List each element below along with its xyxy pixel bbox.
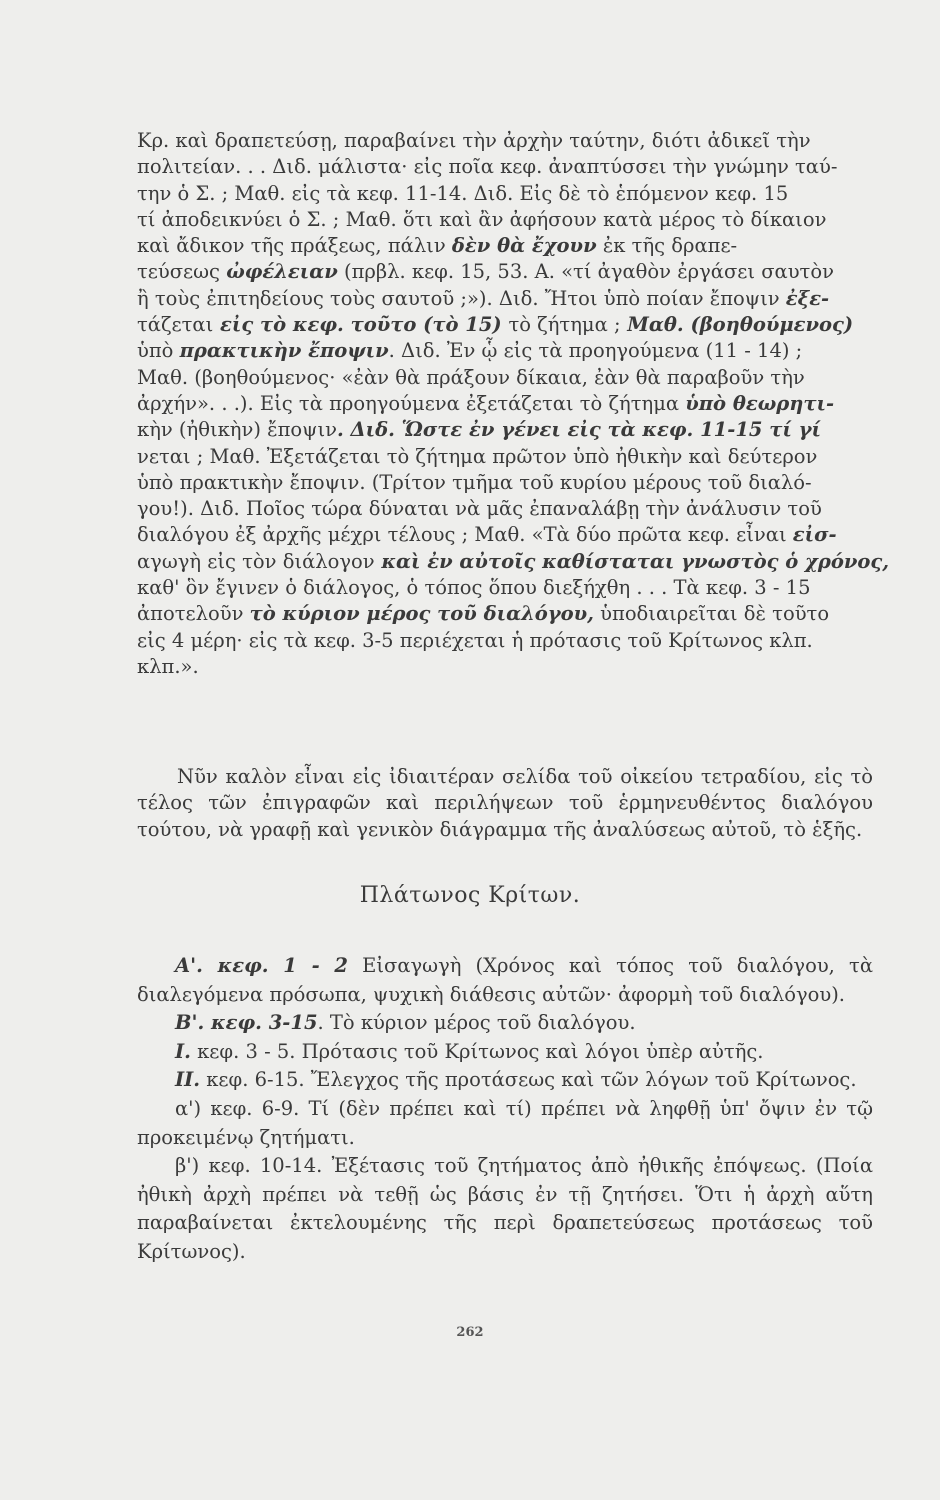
outline-list [137, 952, 873, 1267]
body-text: κὴν (ἠθικὴν) ἔποψιν [137, 418, 337, 442]
text-line [137, 365, 873, 391]
text-line [137, 444, 873, 470]
dialogue-paragraph [137, 128, 890, 680]
emphasis-text: δὲν θὰ ἔχουν [451, 234, 597, 258]
outline-text: κεφ. 3 - 5. Πρότασις τοῦ Κρίτωνος καὶ λόγοι ὑπὲρ αὐτῆς. [190, 1039, 764, 1063]
emphasis-text: εἰς τὸ κεφ. τοῦτο (τὸ 15) [213, 313, 509, 337]
emphasis-text: ἐξε- [785, 286, 830, 310]
text-line [137, 181, 873, 207]
body-text: (πρβλ. κεφ. 15, 53. Α. «τί ἀγαθὸν ἐργάσει σαυτὸν [337, 260, 834, 284]
text-line [137, 259, 873, 285]
text-line [137, 233, 873, 259]
text-line [137, 601, 873, 627]
outline-label: ΙΙ. [175, 1068, 201, 1092]
body-text: Μαθ. (βοηθούμενος· «ἐὰν θὰ πράξουν δίκαια, ἐὰν θὰ παραβοῦν τὴν [137, 365, 805, 389]
text-line [137, 417, 873, 443]
text-line [137, 549, 890, 575]
outline-text: α') κεφ. 6-9. Τί (δὲν πρέπει καὶ τί) πρέπει νὰ ληφθῇ ὑπ' ὄψιν ἐν τῷ προκειμένῳ ζητήματι. [137, 1096, 873, 1149]
outline-item [137, 1038, 873, 1067]
text-line [137, 207, 873, 233]
text-line [137, 654, 873, 680]
body-text: νεται ; Μαθ. Ἐξετάζεται τὸ ζήτημα πρῶτον ὑπὸ ἠθικὴν καὶ δεύτερον [137, 444, 818, 468]
outline-label: Β'. κεφ. 3-15 [175, 1011, 318, 1035]
emphasis-text: Μαθ. (βοηθούμενος) [620, 313, 854, 337]
body-text: τί ἀποδεικνύει ὁ Σ. ; Μαθ. ὅτι καὶ ἂν ἀφήσουν κατὰ μέρος τὸ δίκαιον [137, 207, 827, 231]
section-title: Πλάτωνος Κρίτων. [359, 883, 581, 908]
outline-text: Εἰσαγωγὴ (Χρόνος καὶ τόπος τοῦ διαλόγου, τὰ διαλεγόμενα πρόσωπα, ψυχικὴ διάθεσις αὐτῶν· ἀφορμὴ τοῦ διαλόγου). [137, 954, 873, 1006]
text-line [137, 338, 873, 364]
text-line [137, 470, 873, 496]
outline-item [137, 1066, 873, 1095]
outline-item [137, 1009, 873, 1038]
body-text: ἀρχήν». . .). Εἰς τὰ προηγούμενα ἐξετάζεται τὸ ζήτημα [137, 391, 686, 415]
body-text: κλπ.». [137, 654, 199, 678]
page-number: 262 [456, 1325, 484, 1340]
body-text: εἰς 4 μέρη· εἰς τὰ κεφ. 3-5 περιέχεται ἡ πρότασις τοῦ Κρίτωνος κλπ. [137, 628, 813, 652]
body-text: γου!). Διδ. Ποῖος τώρα δύναται νὰ μᾶς ἐπαναλάβῃ τὴν ἀνάλυσιν τοῦ [137, 497, 822, 521]
text-line [137, 128, 873, 154]
text-line [137, 154, 873, 180]
text-line [137, 312, 873, 338]
body-text: την ὁ Σ. ; Μαθ. εἰς τὰ κεφ. 11-14. Διδ. Εἰς δὲ τὸ ἑπόμενον κεφ. 15 [137, 181, 789, 205]
emphasis-text: ὠφέλειαν [226, 260, 338, 284]
emphasis-text: καὶ ἐν αὐτοῖς καθίσταται γνωστὸς ὁ χρόνος, [374, 549, 890, 573]
body-text: διαλόγου ἐξ ἀρχῆς μέχρι τέλους ; Μαθ. «Τὰ δύο πρῶτα κεφ. εἶναι [137, 523, 793, 547]
body-text: πολιτείαν. . . Διδ. μάλιστα· εἰς ποῖα κεφ. ἀναπτύσσει τὴν γνώμην ταύ- [137, 155, 838, 179]
instruction-paragraph: Νῦν καλὸν εἶναι εἰς ἰδιαιτέραν σελίδα τοῦ οἰκείου τετραδίου, εἰς τὸ τέλος τῶν ἐπιγραφῶν καὶ περιλήψεων τοῦ ἑρμηνευθέντος διαλόγου τούτου, νὰ γραφῇ καὶ γενικὸν διάγραμμα τῆς ἀναλύσεως αὐτοῦ, τὸ ἑξῆς. [137, 765, 873, 841]
body-text: ὑποδιαιρεῖται δὲ τοῦτο [593, 602, 830, 626]
text-line [137, 522, 873, 548]
text-line [137, 391, 873, 417]
body-text: ἀποτελοῦν [137, 602, 250, 626]
outline-item [137, 952, 873, 1009]
body-text: . Διδ. Ἐν ᾧ εἰς τὰ προηγούμενα (11 - 14) ; [388, 339, 803, 363]
text-line [137, 575, 873, 601]
body-text: ὑπὸ πρακτικὴν ἔποψιν. (Τρίτον τμῆμα τοῦ κυρίου μέρους τοῦ διαλό- [137, 470, 812, 494]
emphasis-text: . Διδ. Ὥστε ἐν γένει εἰς τὰ κεφ. 11-15 τί γί [336, 418, 821, 442]
body-text: αγωγὴ εἰς τὸν διάλογον [137, 549, 375, 573]
body-text: ἐκ τῆς δραπε- [596, 234, 738, 258]
outline-text: . Τὸ κύριον μέρος τοῦ διαλόγου. [317, 1011, 636, 1035]
body-text: τεύσεως [137, 260, 227, 284]
outline-label: Α'. κεφ. 1 - 2 [175, 954, 348, 977]
body-text: τὸ ζήτημα ; [508, 313, 621, 337]
outline-label: Ι. [175, 1039, 191, 1063]
emphasis-text: πρακτικὴν ἔποψιν [179, 339, 389, 363]
emphasis-text: ὑπὸ θεωρητι- [685, 391, 835, 415]
outline-item [137, 1152, 873, 1266]
body-text: τάζεται [137, 313, 214, 337]
outline-text: κεφ. 6-15. Ἔλεγχος τῆς προτάσεως καὶ τῶν λόγων τοῦ Κρίτωνος. [200, 1068, 857, 1092]
body-text: καὶ ἄδικον τῆς πράξεως, πάλιν [137, 234, 452, 258]
text-line [137, 496, 873, 522]
body-text: Κρ. καὶ δραπετεύσῃ, παραβαίνει τὴν ἀρχὴν ταύτην, διότι ἀδικεῖ τὴν [137, 129, 811, 152]
emphasis-text: τὸ κύριον μέρος τοῦ διαλόγου, [249, 602, 594, 626]
body-text: καθ' ὃν ἔγινεν ὁ διάλογος, ὁ τόπος ὅπου διεξήχθη . . . Τὰ κεφ. 3 - 15 [137, 576, 811, 600]
text-line [137, 286, 873, 312]
text-line [137, 628, 873, 654]
body-text: ἢ τοὺς ἐπιτηδείους τοὺς σαυτοῦ ;»). Διδ. Ἤτοι ὑπὸ ποίαν ἔποψιν [137, 286, 786, 310]
outline-text: β') κεφ. 10-14. Ἐξέτασις τοῦ ζητήματος ἀπὸ ἠθικῆς ἐπόψεως. (Ποία ἠθικὴ ἀρχὴ πρέπει νὰ τεθῇ ὡς βάσις ἐν τῇ ζητήσει. Ὅτι ἡ ἀρχὴ αὕτη παραβαίνεται ἐκτελουμένης τῆς περὶ δραπετεύσεως προτάσεως τοῦ Κρίτωνος). [137, 1154, 873, 1263]
emphasis-text: εἰσ- [792, 523, 837, 547]
body-text: ὑπὸ [137, 339, 180, 363]
outline-item [137, 1095, 873, 1152]
